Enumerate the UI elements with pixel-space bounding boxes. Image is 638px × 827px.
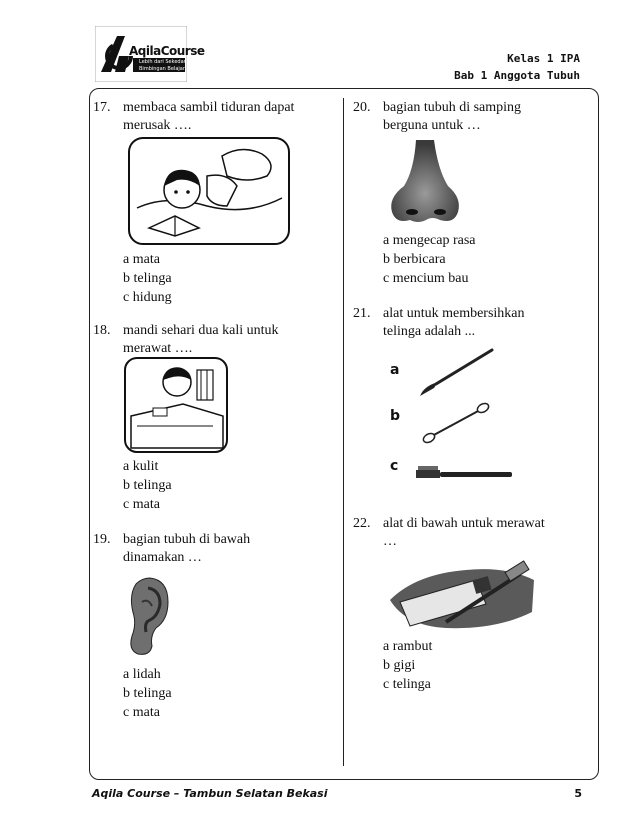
question-text-line1: bagian tubuh di bawah	[123, 532, 251, 547]
question-text-line1: membaca sambil tiduran dapat	[123, 100, 295, 115]
question-text-line2: dinamakan …	[123, 550, 202, 565]
option-b[interactable]: b telinga	[123, 271, 172, 286]
chapter-label: Bab 1 Anggota Tubuh	[454, 69, 580, 82]
option-c[interactable]: c hidung	[123, 290, 172, 305]
question-text-line1: alat di bawah untuk merawat	[383, 516, 545, 531]
option-b[interactable]: b telinga	[123, 686, 172, 701]
option-a[interactable]: a lidah	[123, 667, 161, 682]
aqila-course-logo	[95, 26, 205, 82]
options-20	[383, 231, 476, 288]
options-22	[383, 637, 432, 694]
tool-label-c: c	[390, 458, 399, 474]
logo-tagline-1: Lebih dari Sekedar	[139, 59, 186, 65]
question-text-line2: berguna untuk …	[383, 118, 481, 133]
toothbrush-icon[interactable]	[414, 462, 514, 486]
question-20	[353, 99, 593, 139]
option-a[interactable]: a mengecap rasa	[383, 233, 476, 248]
question-number: 17.	[93, 100, 111, 115]
logo-name: AqilaCourse	[129, 44, 205, 58]
question-text-line2: …	[383, 534, 397, 549]
scalpel-icon[interactable]	[418, 346, 496, 398]
options-18	[123, 457, 172, 514]
option-a[interactable]: a rambut	[383, 639, 433, 654]
class-label: Kelas 1 IPA	[507, 52, 580, 65]
footer-text: Aqila Course – Tambun Selatan Bekasi	[92, 787, 328, 800]
option-b[interactable]: b gigi	[383, 658, 416, 673]
question-text-line2: telinga adalah ...	[383, 324, 476, 339]
options-17	[123, 250, 172, 307]
column-divider	[343, 98, 344, 766]
toothpaste-and-toothbrush-illustration	[386, 560, 536, 632]
question-21	[353, 305, 593, 345]
question-text-line2: merawat ….	[123, 341, 193, 356]
page-footer	[92, 787, 586, 800]
option-b[interactable]: b berbicara	[383, 252, 446, 267]
question-number: 21.	[353, 306, 371, 321]
option-b[interactable]: b telinga	[123, 478, 172, 493]
child-reading-in-bed-illustration	[127, 136, 291, 246]
ear-illustration	[126, 576, 170, 656]
child-bathing-illustration	[123, 356, 229, 454]
question-number: 18.	[93, 323, 111, 338]
question-text-line1: alat untuk membersihkan	[383, 306, 525, 321]
option-c[interactable]: c mata	[123, 497, 160, 512]
option-a[interactable]: a mata	[123, 252, 160, 267]
tool-label-b: b	[390, 408, 401, 424]
question-17	[93, 99, 343, 139]
question-number: 20.	[353, 100, 371, 115]
question-text-line2: merusak ….	[123, 118, 192, 133]
question-19	[93, 531, 343, 571]
option-a[interactable]: a kulit	[123, 459, 159, 474]
option-c[interactable]: c mata	[123, 705, 160, 720]
option-c[interactable]: c telinga	[383, 677, 431, 692]
page-number: 5	[574, 787, 582, 800]
option-c[interactable]: c mencium bau	[383, 271, 469, 286]
question-text-line1: bagian tubuh di samping	[383, 100, 522, 115]
header-info	[454, 50, 580, 84]
options-19	[123, 665, 172, 722]
question-text-line1: mandi sehari dua kali untuk	[123, 323, 279, 338]
question-number: 19.	[93, 532, 111, 547]
question-number: 22.	[353, 516, 371, 531]
cotton-swab-icon[interactable]	[422, 400, 490, 446]
question-22	[353, 515, 593, 555]
tool-label-a: a	[390, 362, 400, 378]
logo-tagline-2: Bimbingan Belajar	[139, 66, 185, 72]
nose-illustration	[388, 140, 464, 226]
